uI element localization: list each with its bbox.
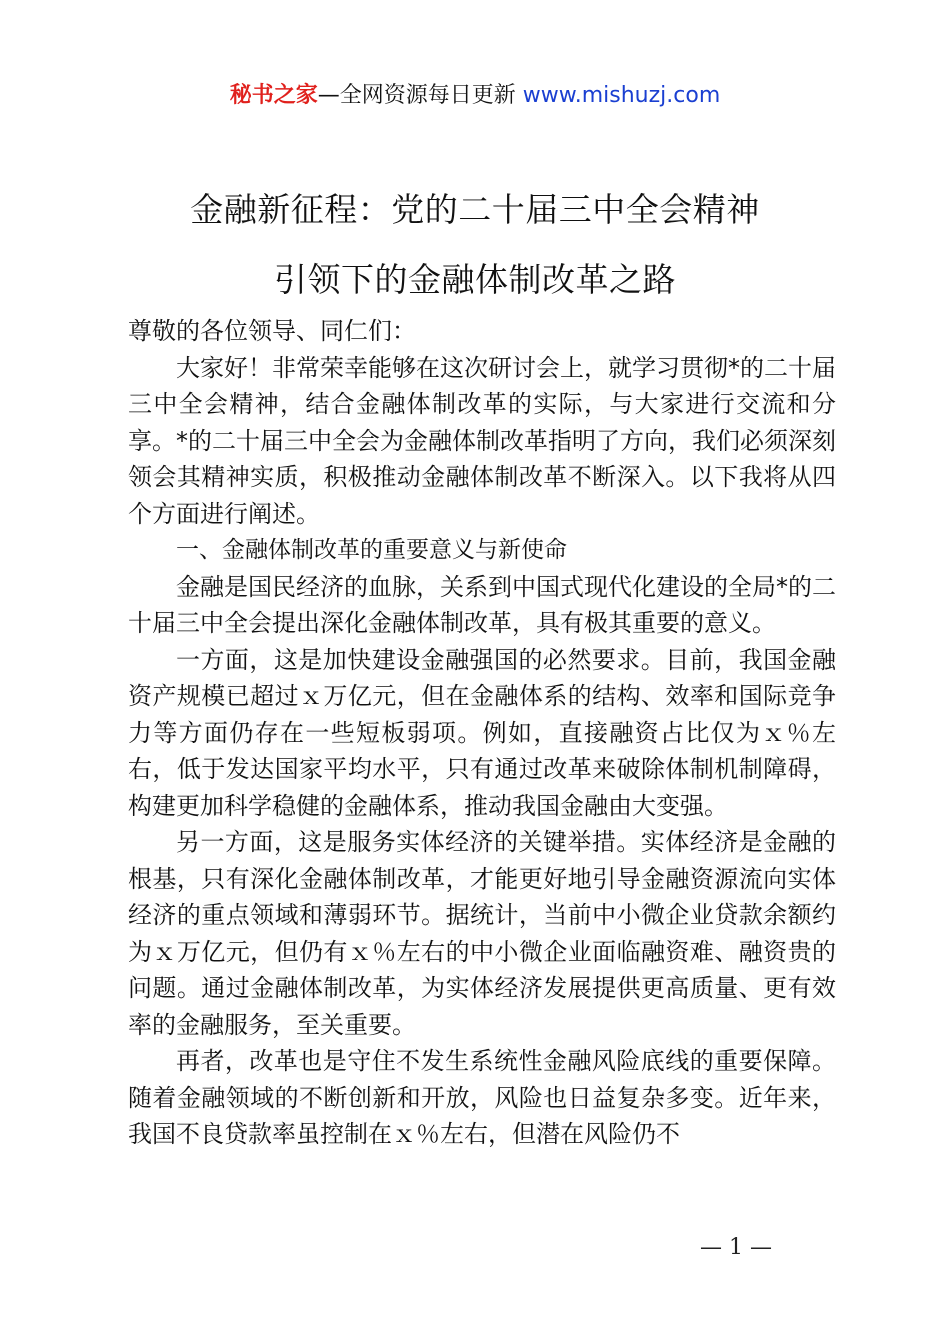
- document-title-line-1: 金融新征程：党的二十届三中全会精神: [190, 190, 760, 229]
- paragraph: 一方面，这是加快建设金融强国的必然要求。目前，我国金融资产规模已超过ｘ万亿元，但在金融体系的结构、效率和国际竞争力等方面仍存在一些短板弱项。例如，直接融资占比仅为ｘ％左右，低于发达国家平均水平，只有通过改革来破除体制机制障碍，构建更加科学稳健的金融体系，推动我国金融由大变强。: [128, 645, 836, 820]
- paragraph: 再者，改革也是守住不发生系统性金融风险底线的重要保障。随着金融领域的不断创新和开放，风险也日益复杂多变。近年来，我国不良贷款率虽控制在ｘ％左右，但潜在风险仍不: [128, 1047, 836, 1148]
- paragraph: 大家好！非常荣幸能够在这次研讨会上，就学习贯彻*的二十届三中全会精神，结合金融体制改革的实际，与大家进行交流和分享。*的二十届三中全会为金融体制改革指明了方向，我们必须深刻领会其精神实质，积极推动金融体制改革不断深入。以下我将从四个方面进行阐述。: [128, 353, 836, 528]
- site-url-link[interactable]: www.mishuzj.com: [522, 83, 721, 108]
- page-number: — 1 —: [700, 1235, 772, 1260]
- salutation: 尊敬的各位领导、同仁们：: [128, 317, 416, 345]
- site-header: [0, 80, 950, 112]
- paragraph: 金融是国民经济的血脉，关系到中国式现代化建设的全局*的二十届三中全会提出深化金融体制改革，具有极其重要的意义。: [128, 572, 836, 637]
- site-brand: 秘书之家: [229, 83, 318, 108]
- paragraph: 另一方面，这是服务实体经济的关键举措。实体经济是金融的根基，只有深化金融体制改革，才能更好地引导金融资源流向实体经济的重点领域和薄弱环节。据统计，当前中小微企业贷款余额约为ｘ万亿元，但仍有ｘ％左右的中小微企业面临融资难、融资贵的问题。通过金融体制改革，为实体经济发展提供更高质量、更有效率的金融服务，至关重要。: [128, 828, 836, 1039]
- document-body: [128, 313, 836, 1153]
- document-title-line-2: 引领下的金融体制改革之路: [274, 260, 676, 299]
- section-heading: 一、金融体制改革的重要意义与新使命: [176, 537, 567, 563]
- site-slogan: —全网资源每日更新: [317, 83, 516, 108]
